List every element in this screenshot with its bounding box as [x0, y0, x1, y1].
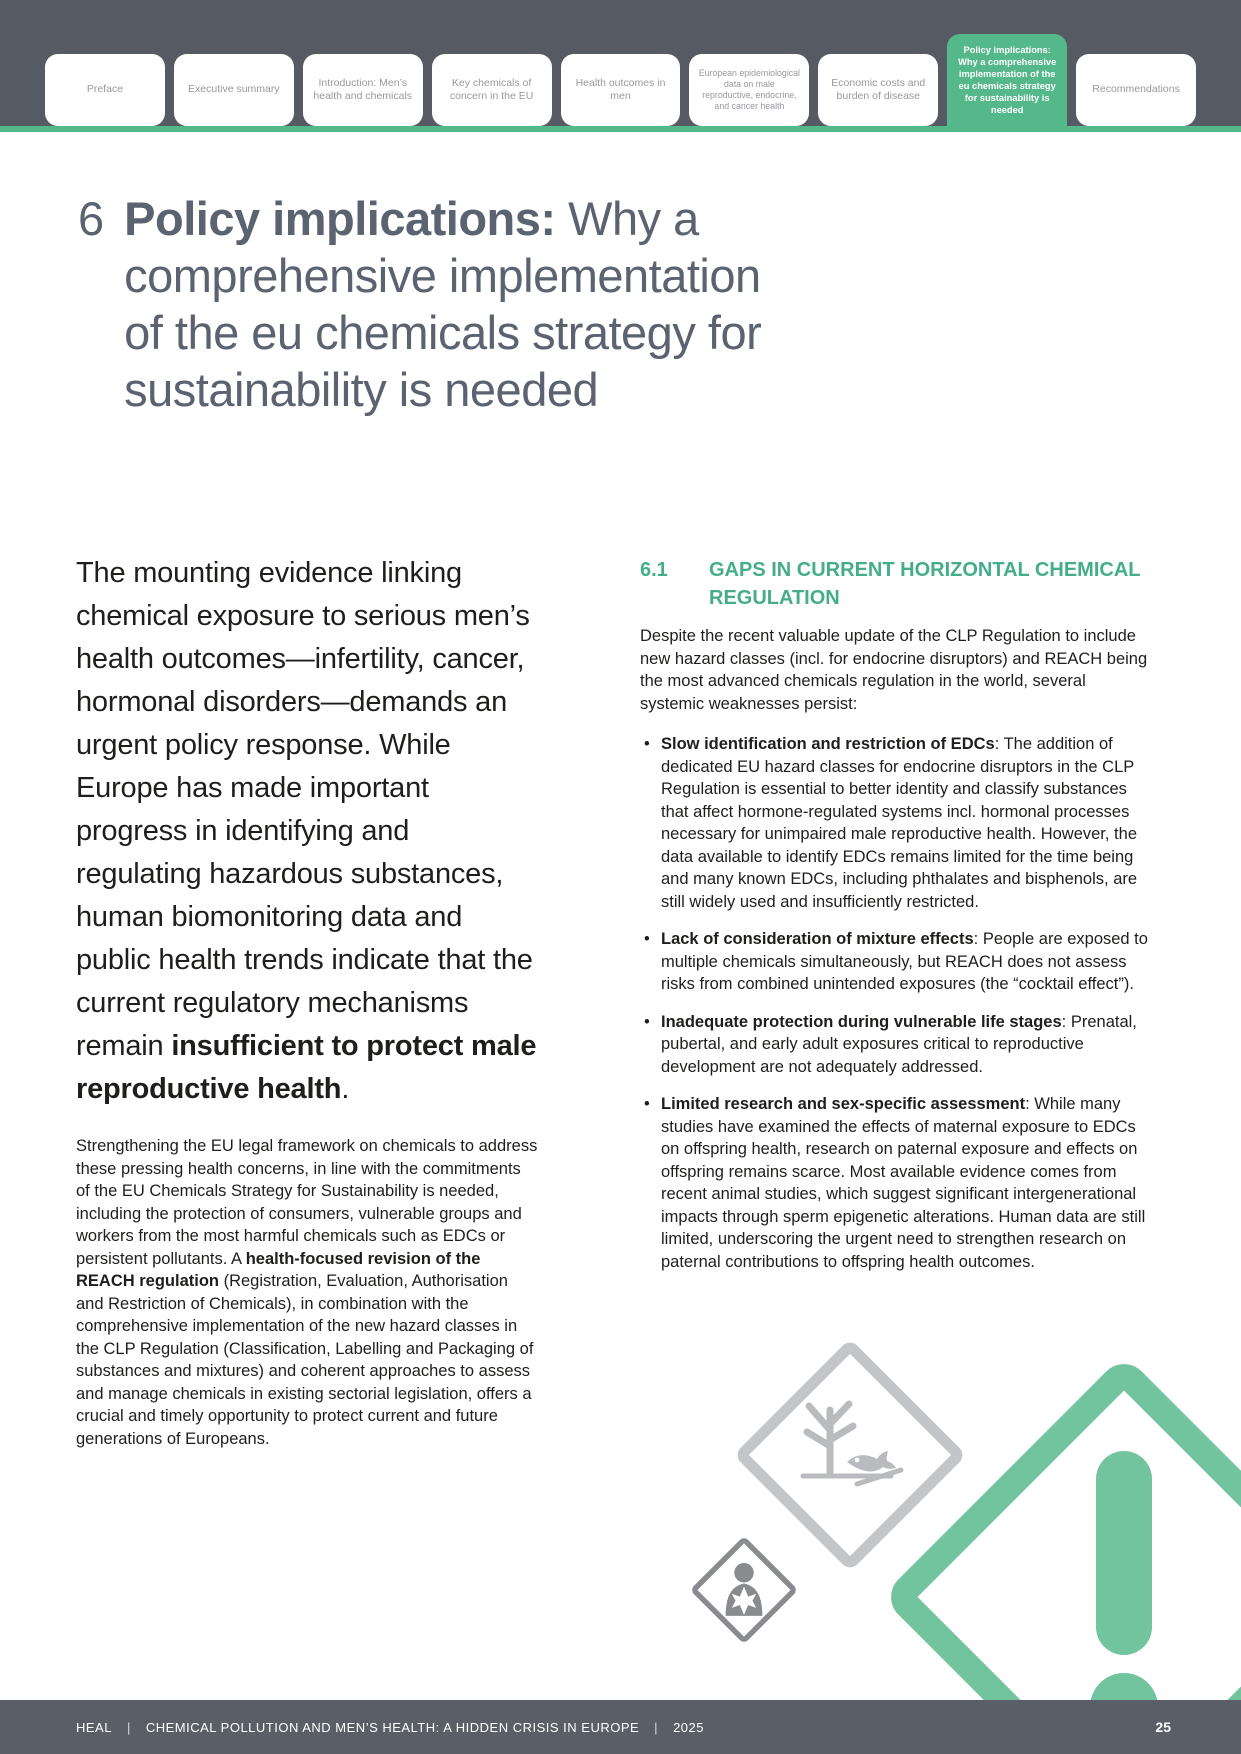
footer-year: 2025	[673, 1719, 704, 1735]
nav-accent-line	[0, 126, 1241, 132]
footer-brand: HEAL	[76, 1719, 112, 1735]
weaknesses-bullet-list	[640, 733, 1154, 1273]
page-number: 25	[1155, 1719, 1171, 1735]
chapter-title-line1: Policy implications: Why a	[124, 192, 699, 245]
top-nav-tabs	[45, 0, 1196, 126]
health-hazard-pictogram-icon	[690, 1536, 798, 1644]
section-heading	[640, 556, 1154, 612]
chapter-heading	[78, 190, 761, 418]
footer-separator: |	[126, 1719, 131, 1735]
chapter-number: 6	[78, 192, 105, 245]
section-intro-paragraph: Despite the recent valuable update of the CLP Regulation to include new hazard classes (incl. for endocrine disruptors) and REACH being the most advanced chemicals regulation in the world, several systemic weaknesses persist:	[640, 627, 1148, 713]
nav-tab-economic-costs[interactable]: Economic costs and burden of disease	[818, 54, 938, 126]
footer-report-title: CHEMICAL POLLUTION AND MEN’S HEALTH: A HIDDEN CRISIS IN EUROPE	[145, 1719, 640, 1735]
section-title: GAPS IN CURRENT HORIZONTAL CHEMICAL REGULATION	[709, 559, 1141, 609]
chapter-title	[124, 190, 761, 418]
bullet-vulnerable-life-stages: • Inadequate protection during vulnerable life stages: Prenatal, pubertal, and early adult exposures critical to reproductive development are not adequately addressed.	[640, 1011, 1154, 1079]
section-number: 6.1	[640, 559, 668, 581]
footer-separator: |	[654, 1719, 659, 1735]
page-footer	[0, 1700, 1241, 1754]
bullet-slow-identification: • Slow identification and restriction of EDCs: The addition of dedicated EU hazard classes for endocrine disruptors in the CLP Regulation is essential to better identity and classify substances that affect hormone-regulated systems incl. hormonal processes necessary for unimpaired male reproductive health. However, the data available to identify EDCs remains limited for the time being and many known EDCs, including phthalates and bisphenols, are still widely used and insufficiently restricted.	[640, 733, 1154, 913]
nav-tab-key-chemicals[interactable]: Key chemicals of concern in the EU	[432, 54, 552, 126]
left-body-paragraph: Strengthening the EU legal framework on chemicals to address these pressing health concerns, in line with the commitments of the EU Chemicals Strategy for Sustainability is needed, including the protection of consumers, vulnerable groups and workers from the most harmful chemicals such as EDCs or persistent pollutants. A health-focused revision of the REACH regulation (Registration, Evaluation, Authorisation and Restriction of Chemicals), in combination with the comprehensive implementation of the new hazard classes in the CLP Regulation (Classification, Labelling and Packaging of substances and mixtures) and coherent approaches to assess and manage chemicals in existing sectorial legislation, offers a crucial and timely opportunity to protect current and future generations of Europeans.	[76, 1137, 538, 1448]
nav-tab-european-epidemiological-data[interactable]: European epidemiological data on male reproductive, endocrine, and cancer health	[689, 54, 809, 126]
left-column	[76, 552, 538, 1450]
bullet-limited-research: • Limited research and sex-specific assessment: While many studies have examined the effects of maternal exposure to EDCs on offspring health, research on paternal exposure and effects on offspring remains scarce. Most available evidence comes from recent animal studies, which suggest significant intergenerational impacts through sperm epigenetic alterations. Human data are still limited, underscoring the urgent need to strengthen research on paternal contributions to offspring health outcomes.	[640, 1093, 1154, 1273]
nav-tab-preface[interactable]: Preface	[45, 54, 165, 126]
nav-tab-health-outcomes[interactable]: Health outcomes in men	[561, 54, 681, 126]
chapter-title-line4: sustainability is needed	[124, 363, 599, 416]
nav-tab-recommendations[interactable]: Recommendations	[1076, 54, 1196, 126]
exclamation-hazard-pictogram-icon	[888, 1363, 1241, 1754]
nav-tab-policy-implications-active[interactable]: Policy implications: Why a comprehensive implementation of the eu chemicals strategy for sustainability is needed	[947, 34, 1067, 126]
nav-tab-introduction[interactable]: Introduction: Men’s health and chemicals	[303, 54, 423, 126]
right-column	[640, 556, 1154, 1288]
chapter-title-line3: of the eu chemicals strategy for	[124, 306, 762, 359]
chapter-title-line2: comprehensive implementation	[124, 249, 761, 302]
lead-paragraph: The mounting evidence linking chemical exposure to serious men’s health outcomes—infertility, cancer, hormonal disorders—demands an urgent policy response. While Europe has made important progress in identifying and regulating hazardous substances, human biomonitoring data and public health trends indicate that the current regulatory mechanisms remain insufficient to protect male reproductive health.	[76, 557, 537, 1105]
bullet-mixture-effects: • Lack of consideration of mixture effects: People are exposed to multiple chemicals simultaneously, but REACH does not assess risks from combined unintended exposures (the “cocktail effect”).	[640, 928, 1154, 996]
nav-tab-executive-summary[interactable]: Executive summary	[174, 54, 294, 126]
